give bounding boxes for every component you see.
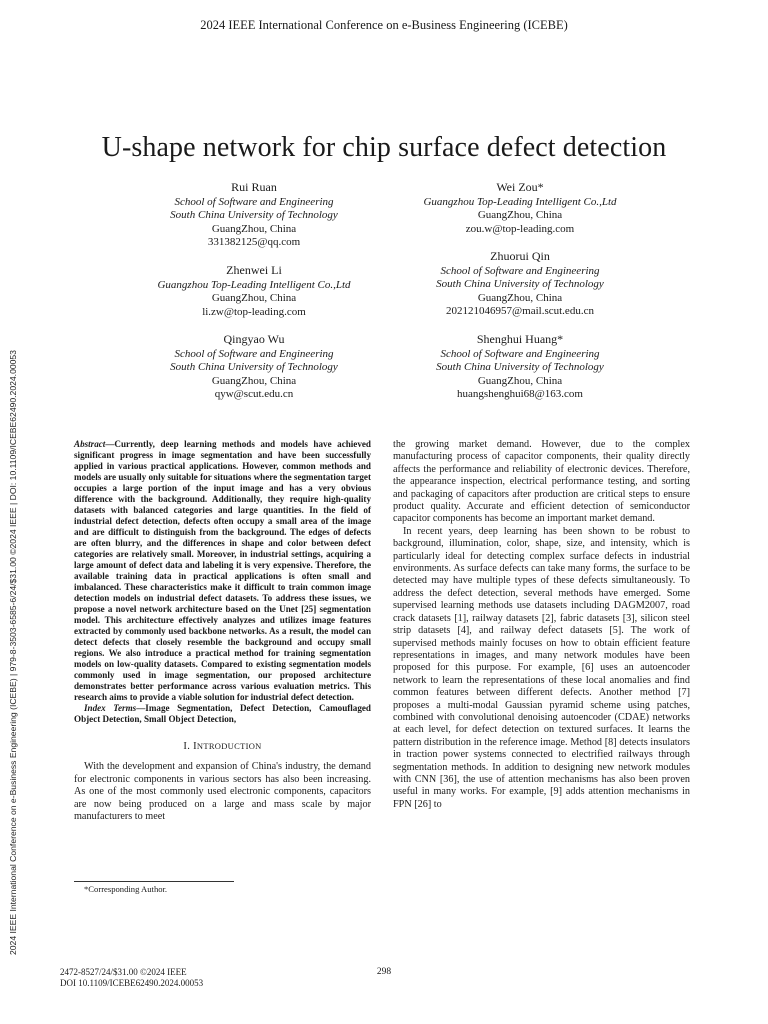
author-block-zhenwei-li xyxy=(104,264,404,319)
author-email: qyw@scut.edu.cn xyxy=(214,388,294,401)
intro-paragraph: With the development and expansion of China's industry, the demand for electronic components in various sectors has also been increasing. As one of the most commonly used electronic components, capacitors are now being produced on a large and mass scale by major manufacturers to meet xyxy=(74,761,371,823)
body-paragraph: In recent years, deep learning has been shown to be robust to background, illumination, color, shape, size, and intensity, which is particularly ideal for detecting complex surface defects in industrial environments. As surface defects can take many forms, the surface to be detected may have multiple types of these defects simultaneously. To address the defect detection, several methods have emerged. Some supervised learning methods use datasets including DAGM2007, road crack datasets [1], railway datasets [2], fabric datasets [3], silicon steel strip datasets [4], and railway defect datasets [5]. The work of supervised methods mainly focuses on how to obtain efficient feature representations in images, and many network modules have been proposed for this purpose. For example, [6] uses an autoencoder network to learn the representations of these local anomalies and find common features between different defects. Another method [7] proposes a multi-modal Gaussian pyramid scheme using patches, combined with convolutional denoising autoencoder (CDAE) networks at each level, for defect detection on textured surfaces. It learns the pattern distribution in the reference image. Method [8] detects insulators in traction power systems connected to electrified railways through segmentation methods. In addition to designing new network modules with CNN [36], the use of attention mechanisms has also been proven useful in many works. For example, [9] adds attention mechanisms in FPN [26] to xyxy=(393,525,690,810)
author-affiliation: Guangzhou Top-Leading Intelligent Co.,Ltd xyxy=(157,278,351,291)
author-name: Shenghui Huang* xyxy=(476,332,564,346)
footnote-rule xyxy=(74,881,234,882)
author-city: GuangZhou, China xyxy=(477,209,563,222)
copyright-notice xyxy=(60,967,203,989)
section-numeral: I. xyxy=(183,741,191,752)
body-paragraph-continued: the growing market demand. However, due to the complex manufacturing process of capacitor components, their quality directly affects the performance and reliability of electronic devices. Therefore, the appearance inspection, electrical performance testing, and sorting and packaging of capacitors after production are critical steps to ensure product quality. Accurate and efficient detection of semiconductor capacitor components has become an important market demand. xyxy=(393,439,690,525)
author-affiliation: School of Software and Engineering xyxy=(174,195,334,208)
author-name: Wei Zou* xyxy=(496,180,544,194)
abstract-lead: Abstract xyxy=(74,439,106,449)
author-block-wei-zou xyxy=(370,181,670,236)
author-affiliation: South China University of Technology xyxy=(436,361,604,374)
section-first-letter: I xyxy=(193,741,197,752)
right-column xyxy=(393,439,690,811)
page-number: 298 xyxy=(376,967,392,977)
index-terms-lead: Index Terms xyxy=(84,703,137,713)
doi-side-stamp: 2024 IEEE International Conference on e-Business Engineering (ICEBE) | 979-8-3503-6585-6/24/$31.00 ©2024 IEEE | DOI: 10.1109/ICEBE62490.2024.00053 xyxy=(8,350,18,955)
author-city: GuangZhou, China xyxy=(477,291,563,304)
left-column xyxy=(74,439,371,823)
author-affiliation: School of Software and Engineering xyxy=(440,264,600,277)
footnote: *Corresponding Author. xyxy=(84,884,168,894)
author-affiliation: South China University of Technology xyxy=(170,209,338,222)
doi-line: DOI 10.1109/ICEBE62490.2024.00053 xyxy=(60,978,204,988)
author-affiliation: South China University of Technology xyxy=(436,278,604,291)
author-block-rui-ruan xyxy=(104,181,404,250)
author-affiliation: School of Software and Engineering xyxy=(174,347,334,360)
author-city: GuangZhou, China xyxy=(477,374,563,387)
author-name: Rui Ruan xyxy=(231,180,277,194)
author-city: GuangZhou, China xyxy=(211,292,297,305)
author-name: Zhenwei Li xyxy=(226,263,282,277)
author-city: GuangZhou, China xyxy=(211,222,297,235)
author-affiliation: School of Software and Engineering xyxy=(440,347,600,360)
author-email: 331382125@qq.com xyxy=(207,236,301,249)
abstract xyxy=(74,439,371,703)
section-title-rest: NTRODUCTION xyxy=(196,741,262,751)
author-affiliation: South China University of Technology xyxy=(170,361,338,374)
copyright-line: 2472-8527/24/$31.00 ©2024 IEEE xyxy=(60,967,187,977)
paper-title: U-shape network for chip surface defect detection xyxy=(101,132,667,163)
abstract-text: —Currently, deep learning methods and models have achieved significant progress in image segmentation and have been successfully applied in various practical applications. However, common methods and models are usually only suitable for situations where the segmentation target occupies a large portion of the input image and has a very obvious difference with the background. Additionally, they require high-quality datasets with balanced categories and large quantities. In the field of industrial defect detection, defects often occupy a small area of the image and are difficult to distinguish from the background. The edges of defects are often blurry, and the differences in shape and color between defect categories are relatively small. Moreover, in industrial settings, acquiring a large amount of defect data and labeling it is very expensive. Therefore, the available training data in practical applications is often small and imbalanced. These characteristics make it difficult to train common image detection models on industrial defect datasets. To address these issues, we propose a novel network architecture based on the Unet [25] segmentation model. This architecture effectively analyzes and utilizes image features extracted by commonly used backbone networks. As a result, the model can detect defects that closely resemble the background and occupy small regions. We also introduce a practical method for training segmentation models on low-quality datasets. Compared to existing segmentation models commonly used in image segmentation, our proposed architecture demonstrates better performance across various evaluation metrics. This research aims to provide a viable solution for industrial defect detection. xyxy=(74,439,371,702)
index-terms xyxy=(74,703,371,725)
author-email: zou.w@top-leading.com xyxy=(465,222,575,235)
author-block-zhuorui-qin xyxy=(370,250,670,319)
running-head: 2024 IEEE International Conference on e-Business Engineering (ICEBE) xyxy=(200,18,568,32)
author-email: li.zw@top-leading.com xyxy=(202,305,306,318)
author-name: Zhuorui Qin xyxy=(490,249,550,263)
author-city: GuangZhou, China xyxy=(211,374,297,387)
author-block-shenghui-huang xyxy=(370,333,670,402)
section-heading-introduction xyxy=(74,740,371,753)
index-terms-text: —Image Segmentation, Defect Detection, Camouflaged Object Detection, Small Object Detection, xyxy=(74,703,371,724)
author-affiliation: Guangzhou Top-Leading Intelligent Co.,Ltd xyxy=(423,195,617,208)
author-email: 202121046957@mail.scut.edu.cn xyxy=(446,305,594,318)
author-block-qingyao-wu xyxy=(104,333,404,402)
author-name: Qingyao Wu xyxy=(223,332,285,346)
author-email: huangshenghui68@163.com xyxy=(457,388,583,401)
